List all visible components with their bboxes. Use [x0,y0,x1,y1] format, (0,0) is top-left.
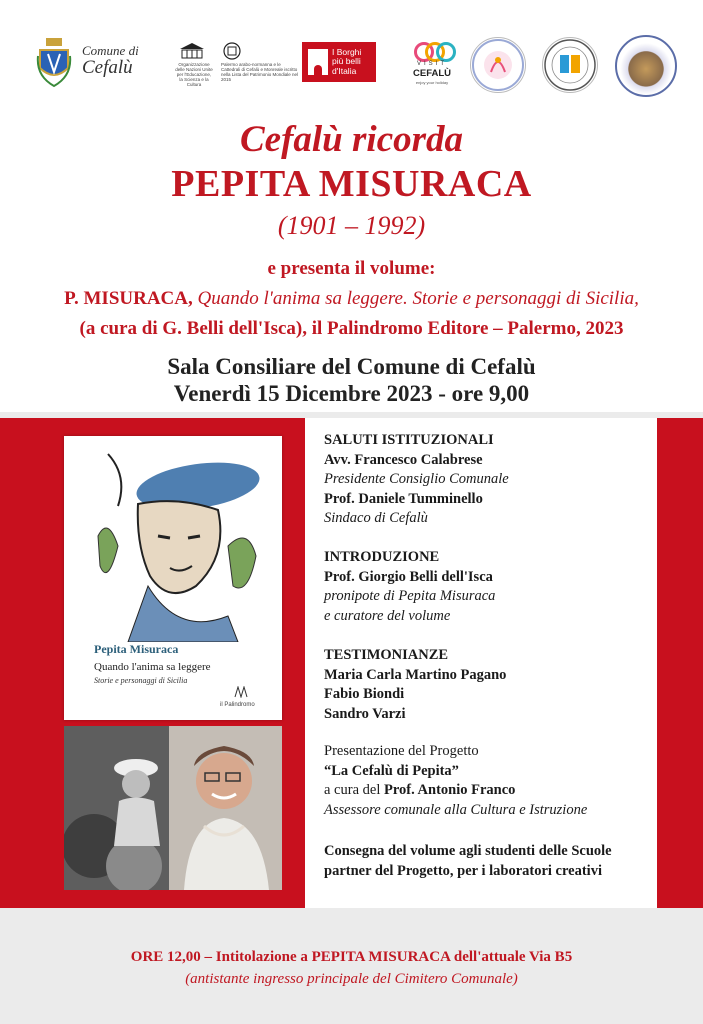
proj-by: a cura del [324,782,381,798]
association-logo-icon [615,35,677,97]
world-heritage-icon [223,42,241,60]
test-heading: TESTIMONIANZE [324,647,449,663]
cover-subtitle: Storie e personaggi di Sicilia [94,676,188,685]
consegna-line-1: Consegna del volume agli studenti delle Scuole [324,843,612,859]
intro-role-2: e curatore del volume [324,607,451,624]
section-introduzione [324,548,654,626]
footer-line-2: (antistante ingresso principale del Cimitero Comunale) [185,971,518,987]
tower-icon [308,49,328,75]
proj-intro: Presentazione del Progetto [324,743,479,759]
footer-background [0,912,703,1024]
intro-heading: INTRODUZIONE [324,549,440,565]
proj-name: Prof. Antonio Franco [383,782,516,798]
borghi-line3: d'Italia [332,65,357,76]
photo-collage-icon [64,726,282,890]
unesco-temple-icon [179,42,205,60]
section-consegna [324,842,654,881]
section-testimonianze [324,646,654,724]
intro-name: Prof. Giorgio Belli dell'Isca [324,568,493,585]
logo-strip [30,30,680,100]
book-cover [64,436,282,720]
testimony-2: Fabio Biondi [324,686,405,702]
speaker1-role: Presidente Consiglio Comunale [324,471,509,487]
unesco-logo [175,42,300,86]
book-author: P. MISURACA, [64,288,193,309]
proj-title: “La Cefalù di Pepita” [324,762,459,779]
intro-role-1: pronipote di Pepita Misuraca [324,588,496,604]
testimony-1: Maria Carla Martino Pagano [324,666,507,683]
comune-line2: Cefalù [82,56,133,78]
comune-logo-text [82,44,139,78]
borghi-text [332,48,361,76]
footer-line-1: ORE 12,00 – Intitolazione a PEPITA MISURACA dell'attuale Via B5 [130,949,573,965]
book-title: Quando l'anima sa leggere. Storie e personaggi di Sicilia, [197,288,639,309]
headline-dates: (1901 – 1992) [277,211,426,240]
speaker2-name: Prof. Daniele Tumminello [324,490,483,507]
headline-ricorda: Cefalù ricorda [239,119,464,160]
comune-line1: Comune di [82,43,139,58]
visit-line2: CEFALÙ [413,68,451,79]
portrait-photo [64,726,282,890]
borghi-line2: più belli [332,56,361,67]
proj-role: Assessore comunale alla Cultura e Istruzione [324,801,588,818]
testimony-3: Sandro Varzi [324,705,406,722]
cover-publisher: il Palindromo [220,702,255,708]
portrait-illustration-icon [78,446,268,642]
speaker1-name: Avv. Francesco Calabrese [324,451,483,468]
section-saluti [324,431,654,529]
school-logo-2-icon [542,37,598,93]
borghi-logo [302,42,376,82]
event-datetime: Venerdì 15 Dicembre 2023 - ore 9,00 [173,381,530,406]
unesco-caption: Organizzazione delle Nazioni Unite per l'Educazione, la Scienza e la Cultura [175,62,213,87]
cover-author: Pepita Misuraca [94,642,179,656]
consegna-line-2: partner del Progetto, per i laboratori creativi [324,862,602,879]
book-line-1 [0,288,703,310]
rings-icon [414,40,450,60]
coat-of-arms-icon [36,36,72,88]
cover-title: Quando l'anima sa leggere [94,661,211,673]
saluti-heading: SALUTI ISTITUZIONALI [324,432,494,448]
headline-name: PEPITA MISURACA [171,163,532,205]
palermo-caption: Palermo arabo-normanna e le Cattedrali di Cefalù e Monreale iscritto nella Lista del Patrimonio Mondiale nel 2015 [221,62,299,82]
borghi-line1: I Borghi [332,47,362,57]
visit-line3: enjoy your holiday [415,80,449,85]
book-line-2: (a cura di G. Belli dell'Isca), il Palindromo Editore – Palermo, 2023 [79,318,624,339]
presenta-line: e presenta il volume: [267,258,436,279]
visit-cefalu-logo [408,40,456,90]
speaker2-role: Sindaco di Cefalù [324,510,428,526]
section-progetto [324,742,654,820]
right-red-panel [657,418,703,908]
venue: Sala Consiliare del Comune di Cefalù [167,354,536,379]
visit-line1: VISIT [416,61,447,67]
publisher-logo-icon [234,686,248,698]
school-logo-1-icon [470,37,526,93]
proj-by-line [324,781,654,801]
